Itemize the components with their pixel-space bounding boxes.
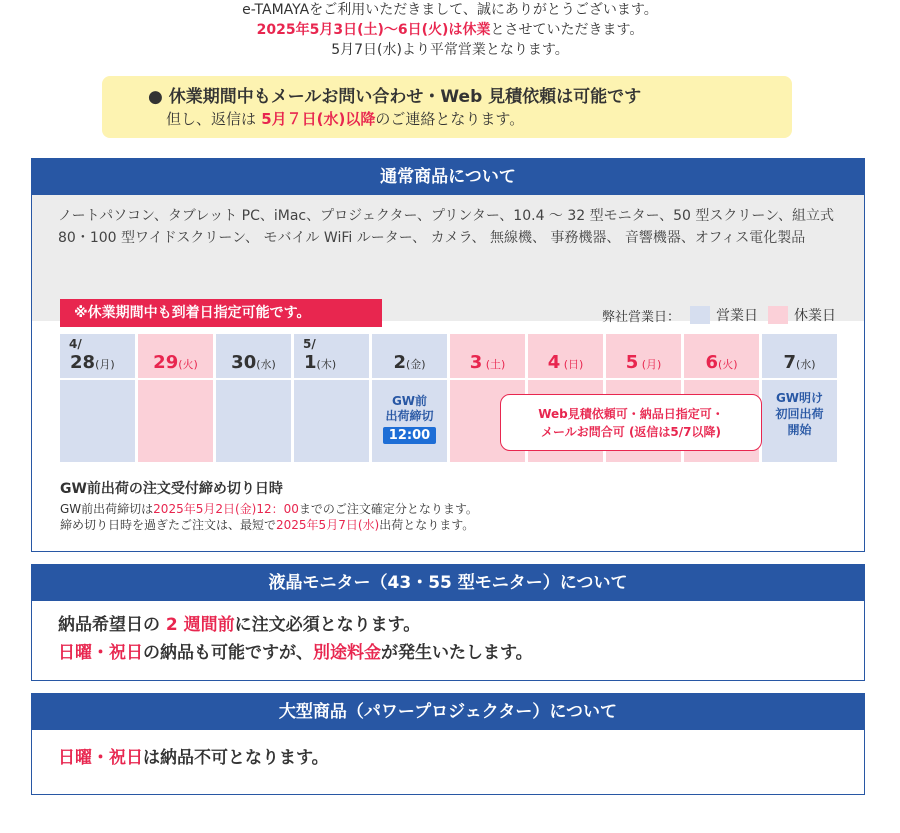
- lcd-two-weeks: 2 週間前: [160, 615, 235, 635]
- calendar-day-header: [138, 334, 213, 378]
- calendar-day-header: [606, 334, 681, 378]
- calendar-month: 5/: [303, 337, 316, 351]
- section-title: 通常商品について: [32, 159, 864, 195]
- section-body: [32, 601, 864, 677]
- calendar-day-number: 30: [231, 352, 257, 373]
- gw-after-line2: 初回出荷: [775, 407, 824, 421]
- calendar-day-header: [216, 334, 291, 378]
- calendar-day: [216, 352, 291, 373]
- gw-cutoff-line2: 出荷締切: [385, 409, 434, 423]
- legend-holiday-label: 休業日: [794, 308, 836, 324]
- section-body: [32, 730, 864, 782]
- calendar-day-number: 3: [469, 352, 483, 373]
- gw-cutoff-note: [372, 394, 447, 444]
- large-line1: [58, 744, 838, 772]
- calendar-day: [684, 352, 759, 373]
- calendar-day-number: 5: [625, 352, 639, 373]
- section-regular-products: [31, 158, 865, 552]
- large-sun-holiday: 日曜・祝日: [58, 748, 143, 768]
- calendar-day-of-week: (日): [560, 358, 584, 371]
- cutoff-title: GW前出荷の注文受付締め切り日時: [60, 481, 283, 497]
- holiday-period: 2025年5月3日(土)～6日(火)は休業: [256, 22, 491, 38]
- calendar-day-number: 7: [783, 352, 796, 373]
- notice-box: [102, 76, 792, 138]
- lcd-line2: [58, 639, 838, 667]
- legend-holiday-swatch: [768, 306, 788, 324]
- lcd-extra-fee: 別途料金: [313, 643, 381, 663]
- arrival-date-tag: ※休業期間中も到着日指定可能です。: [60, 299, 382, 327]
- calendar-day-number: 4: [547, 352, 561, 373]
- section-title: 大型商品（パワープロジェクター）について: [32, 694, 864, 730]
- web-note-line2: メールお問合可 (返信は5/7以降): [541, 425, 721, 439]
- lcd-l1-post: に注文必須となります。: [234, 615, 421, 635]
- calendar-day-of-week: (木): [316, 358, 337, 371]
- gw-after-line1: GW明け: [775, 391, 824, 405]
- web-note-line1: Web見積依頼可・納品日指定可・: [538, 407, 724, 421]
- intro-line1: e-TAMAYAをご利用いただきまして、誠にありがとうございます。: [242, 2, 658, 18]
- calendar-day: [528, 352, 603, 373]
- web-inquiry-note: [500, 394, 762, 451]
- calendar-day-number: 6: [705, 352, 718, 373]
- notice-line2-post: のご連絡となります。: [375, 110, 525, 128]
- gw-after-note: [762, 390, 837, 438]
- calendar-day: [450, 352, 525, 373]
- cutoff-l2-pre: 締め切り日時を過ぎたご注文は、最短で: [60, 518, 277, 532]
- cutoff-line1: [60, 501, 478, 517]
- section-large-products: [31, 693, 865, 795]
- cutoff-time-badge: 12:00: [383, 427, 436, 444]
- calendar-day-header: [60, 334, 135, 378]
- lcd-sun-holiday: 日曜・祝日: [58, 643, 143, 663]
- calendar-day-of-week: (土): [482, 358, 506, 371]
- calendar-day-of-week: (火): [717, 358, 738, 371]
- calendar-day-header: [528, 334, 603, 378]
- cutoff-l2-post: 出荷となります。: [379, 518, 475, 532]
- calendar-day-header: [372, 334, 447, 378]
- calendar-day-body: [294, 380, 369, 462]
- intro-line2: [0, 20, 900, 40]
- calendar-day-header: [684, 334, 759, 378]
- calendar-day-of-week: (水): [795, 358, 816, 371]
- section-title: 液晶モニター（43・55 型モニター）について: [32, 565, 864, 601]
- calendar-day-of-week: (月): [95, 358, 115, 371]
- calendar-day-body: [138, 380, 213, 462]
- calendar: [60, 334, 840, 462]
- notice-line2-pre: 但し、返信は: [166, 110, 257, 128]
- lcd-line1: [58, 611, 838, 639]
- legend-business-label: 営業日: [716, 308, 758, 324]
- calendar-day: [60, 352, 135, 373]
- calendar-day: [762, 352, 837, 373]
- notice-line1: ● 休業期間中もメールお問い合わせ・Web 見積依頼は可能です: [148, 87, 642, 107]
- product-list: ノートパソコン、タブレット PC、iMac、プロジェクター、プリンター、10.4 ～ 32 型モニター、50 型スクリーン、組立式 80・100 型ワイドスクリーン、 モバイル WiFi ルーター、 カメラ、 無線機、 事務機器、 音響機器、オフィス電化製品: [32, 195, 864, 321]
- lcd-l2-mid: の納品も可能ですが、: [143, 643, 313, 663]
- calendar-day-body: [216, 380, 291, 462]
- intro-message: [0, 0, 900, 60]
- calendar-day-body: [60, 380, 135, 462]
- section-lcd-monitors: [31, 564, 865, 681]
- cutoff-l1-pre: GW前出荷締切は: [60, 502, 154, 516]
- lcd-l1-pre: 納品希望日の: [58, 615, 160, 635]
- next-ship-date: 2025年5月7日(水): [276, 518, 380, 532]
- large-l1-post: は納品不可となります。: [143, 748, 329, 768]
- calendar-day-number: 29: [153, 352, 179, 373]
- calendar-day: [606, 352, 681, 373]
- legend-prefix: 弊社営業日：: [601, 309, 680, 325]
- lcd-l2-post: が発生いたします。: [381, 643, 533, 663]
- cutoff-info: [60, 481, 478, 533]
- legend-business-swatch: [690, 306, 710, 324]
- calendar-day-number: 1: [304, 352, 317, 373]
- calendar-day-of-week: (月): [638, 358, 662, 371]
- calendar-day-number: 28: [70, 352, 96, 373]
- calendar-day-header: [450, 334, 525, 378]
- cutoff-deadline: 2025年5月2日(金)12：00: [153, 502, 299, 516]
- notice-reply-date: 5月７日(水)以降: [256, 110, 376, 128]
- cutoff-l1-post: までのご注文確定分となります。: [298, 502, 478, 516]
- gw-cutoff-line1: GW前: [391, 394, 428, 408]
- notice-line2: [148, 108, 792, 130]
- intro-line3: 5月7日(水)より平常営業となります。: [331, 42, 569, 58]
- calendar-day-number: 2: [393, 352, 406, 373]
- gw-after-line3: 開始: [787, 423, 812, 437]
- cutoff-line2: [60, 517, 478, 533]
- calendar-day: [138, 352, 213, 373]
- calendar-day-of-week: (金): [405, 358, 426, 371]
- calendar-day-header: [762, 334, 837, 378]
- calendar-day-of-week: (火): [178, 358, 198, 371]
- calendar-month: 4/: [69, 337, 82, 351]
- calendar-day-of-week: (水): [256, 358, 276, 371]
- calendar-day-header: [294, 334, 369, 378]
- calendar-day: [294, 352, 369, 373]
- legend: [602, 305, 836, 325]
- intro-line2-rest: とさせていただきます。: [490, 22, 644, 38]
- calendar-day: [372, 352, 447, 373]
